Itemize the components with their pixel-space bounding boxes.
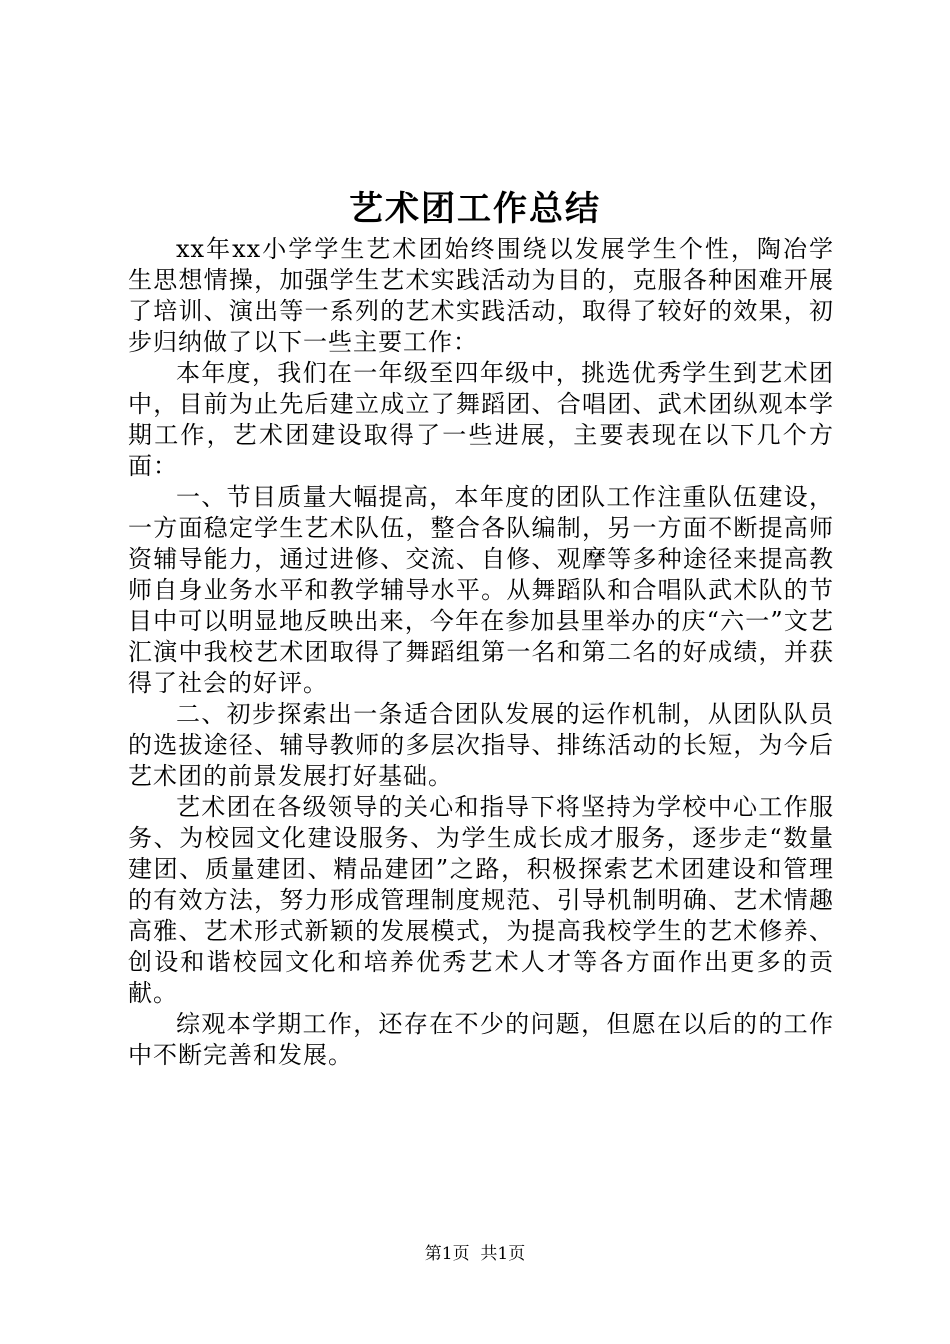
paragraph-conclusion: 综观本学期工作，还存在不少的问题，但愿在以后的的工作中不断完善和发展。 (128, 1010, 834, 1069)
paragraph-point-one: 一、节目质量大幅提高，本年度的团队工作注重队伍建设，一方面稳定学生艺术队伍，整合各队编制，另一方面不断提高师资辅导能力，通过进修、交流、自修、观摩等多种途径来提高教师自身业务水平和教学辅导水平。从舞蹈队和合唱队武术队的节目中可以明显地反映出来，今年在参加县里举办的庆“六一”文艺汇演中我校艺术团取得了舞蹈组第一名和第二名的好成绩，并获得了社会的好评。 (128, 483, 834, 697)
page-number-label: 第1页 共1页 (424, 1244, 526, 1264)
document-title: 艺术团工作总结 (349, 189, 601, 229)
paragraph-point-two: 二、初步探索出一条适合团队发展的运作机制，从团队队员的选拔途径、辅导教师的多层次指导、排练活动的长短，为今后艺术团的前景发展打好基础。 (128, 700, 834, 790)
paragraph-outlook: 艺术团在各级领导的关心和指导下将坚持为学校中心工作服务、为校园文化建设服务、为学生成长成才服务，逐步走“数量建团、质量建团、精品建团”之路，积极探索艺术团建设和管理的有效方法，努力形成管理制度规范、引导机制明确、艺术情趣高雅、艺术形式新颖的发展模式，为提高我校学生的艺术修养、创设和谐校园文化和培养优秀艺术人才等各方面作出更多的贡献。 (128, 793, 834, 1007)
page-footer (0, 1243, 950, 1265)
paragraph-intro: xx年xx小学学生艺术团始终围绕以发展学生个性，陶冶学生思想情操，加强学生艺术实践活动为目的，克服各种困难开展了培训、演出等一系列的艺术实践活动，取得了较好的效果，初步归纳做了以下一些主要工作： (128, 235, 834, 356)
document-body (128, 234, 834, 1071)
paragraph-overview: 本年度，我们在一年级至四年级中，挑选优秀学生到艺术团中，目前为止先后建立成立了舞蹈团、合唱团、武术团纵观本学期工作，艺术团建设取得了一些进展，主要表现在以下几个方面： (128, 359, 834, 480)
